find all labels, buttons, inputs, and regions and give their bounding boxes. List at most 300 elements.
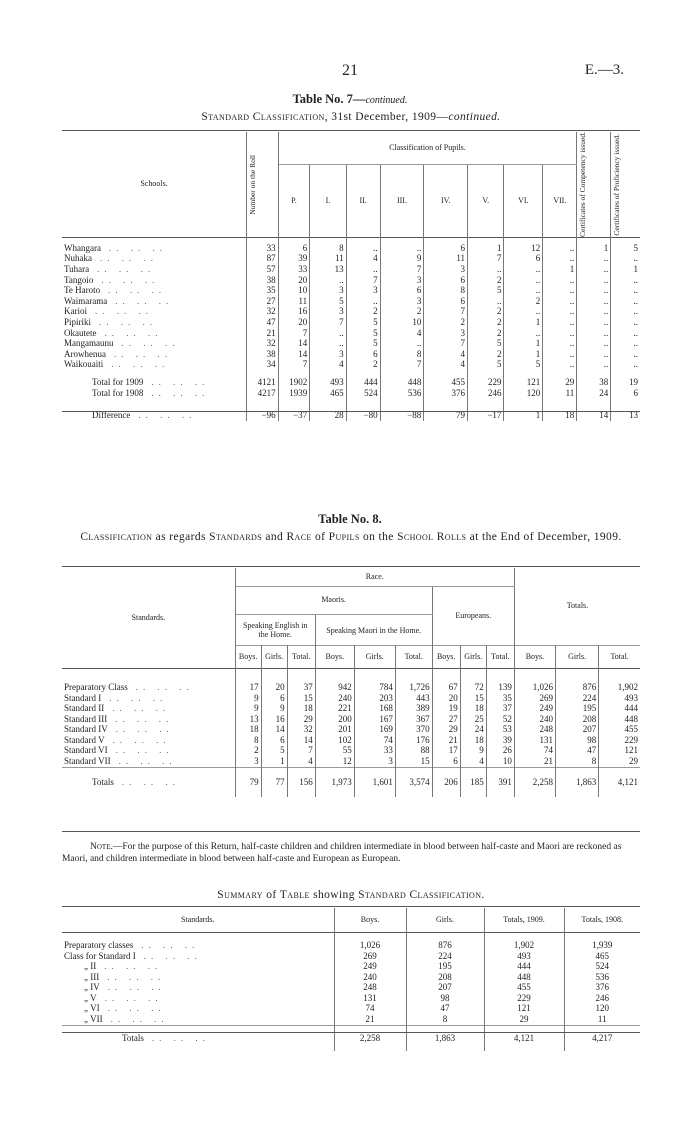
table-row-c1: 72 [460,669,486,693]
table-row-a2: 18 [287,703,315,714]
table7-cell-vi: .. [504,306,543,317]
summary-title [62,888,640,902]
summary-cell-boys: 131 [334,993,406,1004]
table7-difference-iv: 79 [424,399,468,421]
table7-cell-iv: 2 [424,317,468,328]
summary-total-label [62,1025,334,1051]
table-row-a0: 9 [235,693,261,704]
table7-cell-comp: .. [577,349,611,360]
table7-school-cell-leader: .. .. .. [100,253,158,264]
summary-cell-girls: 207 [406,982,484,993]
table7-school-cell [62,296,247,307]
summary-label-cell-leader: .. .. .. [110,1014,169,1025]
table-row-a1: 1 [261,756,287,767]
table7-cell-roll: 47 [247,317,279,328]
table-row-b0: 102 [315,735,354,746]
table-row-a2: 32 [287,724,315,735]
table-row [62,982,640,993]
table-row [62,669,640,693]
table7-total-v: 229 [468,370,504,388]
table7-total-i: 493 [310,370,346,388]
table-row-c2: 10 [486,756,514,767]
summary-col-t1908: Totals, 1908. [581,914,623,924]
table-row-c1: 4 [460,756,486,767]
summary-title-6: . [481,889,485,901]
table7-total-label-leader: .. .. .. [151,388,210,399]
table7-difference-prof: 13 [629,410,638,421]
table-row-label-text: Standard IV [64,724,108,735]
table7-total-comp: 38 [577,370,611,388]
table7-cell-ii: 6 [346,349,380,360]
table-row-total-label-text: Totals [92,777,114,788]
table-row-c1: 15 [460,693,486,704]
table-row-c0: 21 [432,735,460,746]
table7-cell-roll: 32 [247,338,279,349]
table-row-label-leader: .. .. .. [118,756,177,767]
table-row-c2: 139 [486,669,514,693]
table7-school-cell [62,264,247,275]
table-row [62,745,640,756]
table-row-label [62,745,235,756]
table7-total-iii: 448 [380,370,424,388]
table7-school-cell-leader: .. .. .. [104,327,163,338]
table8-col-totals: Totals. [566,601,589,611]
table7-cell-comp: .. [577,328,611,339]
table-row-b1: 74 [354,735,395,746]
table7-cell-i: 4 [310,359,346,370]
table7-cell-p: 7 [278,328,310,339]
table7-cell-iii: 3 [380,296,424,307]
page-number: 21 [342,62,358,79]
table-row-c0: 67 [432,669,460,693]
table8-col-europeans: Europeans. [432,587,514,646]
table-row-label-leader: .. .. .. [112,703,171,714]
table7-cell-vi: 2 [504,296,543,307]
table7-col-vi: VI. [504,165,543,238]
table7-cell-prof: .. [633,338,638,349]
table-row-a0: 2 [235,745,261,756]
table-row-total-label [62,767,235,797]
table-row-c0: 27 [432,714,460,725]
table-row-c2: 26 [486,745,514,756]
table7-total-vii: 29 [543,370,577,388]
table-row-total-c2: 391 [486,767,514,797]
table7-cell-v: 5 [468,338,504,349]
table-row-d2: 444 [624,703,638,714]
table-row-difference [62,399,640,421]
table-row [62,714,640,725]
summary-cell-t1909: 1,902 [484,933,564,951]
table7-cell-v: 2 [468,317,504,328]
table7-difference-label-text: Difference [92,410,131,421]
table7-cell-p: 14 [278,349,310,360]
table7-cell-v: .. [468,296,504,307]
table7-cell-vii: .. [543,306,577,317]
table7-cell-ii: 5 [346,338,380,349]
summary-cell-girls: 8 [406,1014,484,1025]
table7-cell-iii: 8 [380,349,424,360]
table7-school-cell-leader: .. .. .. [101,274,160,285]
table8-subtitle-10: at the End of December, 1909. [466,531,622,543]
table-row-b0: 12 [315,756,354,767]
table8-col-a-girls: Girls. [261,646,287,669]
summary-total-label-text: Totals [122,1033,144,1044]
note-label: Note. [90,842,113,852]
table-row [62,328,640,339]
table8-col-standards: Standards. [62,568,235,669]
table-row-b0: 221 [315,703,354,714]
table7-col-p: P. [278,165,310,238]
table8-subtitle-4: and [262,531,287,543]
summary-cell-girls: 47 [406,1003,484,1014]
table7-subtitle-a: Standard Classification [201,111,325,123]
table7-school-cell [62,285,247,296]
table-row-total [62,767,640,797]
summary-label-cell-leader: .. .. .. [107,982,166,993]
summary-title-1: Summary [217,889,263,901]
summary-label-cell [62,933,334,951]
table-row-d1: 208 [556,714,599,725]
table7-cell-vi: 5 [504,359,543,370]
summary-label-cell-text: „ VII [84,1014,103,1025]
summary-col-t1909: Totals, 1909. [484,908,564,933]
table-row-b1: 169 [354,724,395,735]
table7-cell-roll: 38 [247,275,279,286]
summary-cell-t1909: 448 [484,972,564,983]
summary-col-standards: Standards. [62,908,334,933]
table-row-label [62,724,235,735]
table7-cell-i: 8 [310,237,346,253]
table7-cell-p: 10 [278,285,310,296]
table7-cell-i: 5 [310,296,346,307]
table-row-label [62,756,235,767]
summary-total-t1908: 4,217 [592,1033,613,1044]
summary-cell-t1908: 246 [595,992,609,1003]
table7-total-prof: 6 [633,388,638,399]
table-row-d0: 269 [514,693,555,704]
summary-total-label-leader: .. .. .. [151,1033,210,1044]
table-row-c1: 9 [460,745,486,756]
table-row-c2: 53 [486,724,514,735]
table7-cell-iii: .. [380,237,424,253]
table7-col-group: Classification of Pupils. [278,132,577,165]
table8-subtitle-1: Classification [80,531,153,543]
summary-label-cell-text: Preparatory classes [64,939,134,950]
table-row-c1: 18 [460,735,486,746]
table-row-total [62,388,640,399]
table7-cell-comp: .. [577,264,611,275]
table8-bottom-rule [62,831,640,832]
table-row-a0: 18 [235,724,261,735]
table-row-c2: 35 [486,693,514,704]
table8-body [62,669,640,798]
table-row-b2: 88 [395,745,432,756]
table7-cell-i: 13 [310,264,346,275]
table7-cell-vii: 1 [543,264,577,275]
table7-school-cell-leader: .. .. .. [99,317,158,328]
table-row [62,703,640,714]
table7-cell-ii: .. [346,237,380,253]
table7-total-prof: 19 [629,377,638,388]
table-row-d1: 224 [556,693,599,704]
table7-school-cell-text: Whangara [64,242,101,253]
table7-cell-iii: 7 [380,359,424,370]
table7-cell-p: 16 [278,306,310,317]
table8-col-b-girls: Girls. [354,646,395,669]
table8-col-c-total: Total. [486,646,514,669]
table-row-total-c0: 206 [432,767,460,797]
table-row-d0: 240 [514,714,555,725]
table7-col-vii: VII. [543,165,577,238]
table7-difference-i: 28 [310,399,346,421]
summary-top-rule [62,906,640,907]
summary-cell-t1908: 1,939 [592,939,613,950]
summary-cell-boys: 1,026 [334,933,406,951]
table7-school-cell-text: Tangoio [64,274,94,285]
table7-cell-comp: .. [577,306,611,317]
summary-label-cell-text: „ II [84,961,97,972]
summary-head-row [62,908,640,933]
table8-subtitle-6: of [311,531,329,543]
table-row-label [62,714,235,725]
summary-cell-girls: 98 [406,993,484,1004]
table7-cell-iv: 3 [424,264,468,275]
table7-cell-roll: 21 [247,328,279,339]
table7-difference-comp: 14 [577,399,611,421]
summary-bottom-rule [62,1032,640,1033]
table7-cell-v: 2 [468,349,504,360]
table7-cell-i: 7 [310,317,346,328]
table7-school-cell-text: Nuhaka [64,253,92,264]
table7-col-roll: Number on the Roll [248,154,258,215]
table7-cell-vii: .. [543,328,577,339]
table-row-c2: 37 [486,703,514,714]
table7-cell-iii: 4 [380,328,424,339]
table8-col-d-total: Total. [610,651,629,661]
table7-cell-v: .. [468,264,504,275]
table7-cell-vii: .. [543,275,577,286]
table-row-b2: 389 [395,703,432,714]
table-row-c0: 17 [432,745,460,756]
table7-cell-v: 1 [468,237,504,253]
table8-col-a-boys: Boys. [235,646,261,669]
table-row-total-d0: 2,258 [514,767,555,797]
table8 [62,568,640,797]
table-row-b2: 367 [395,714,432,725]
table-row-total-b1: 1,601 [354,767,395,797]
summary-cell-t1909: 493 [484,951,564,962]
table7-difference-v: −17 [468,399,504,421]
table7-cell-p: 33 [278,264,310,275]
table7-total-iv: 376 [424,388,468,399]
table-row-label [62,693,235,704]
table7-cell-p: 20 [278,275,310,286]
table7-col-iv: IV. [424,165,468,238]
table-row-d0: 248 [514,724,555,735]
summary-label-cell [62,1014,334,1025]
table-row-total-d2: 4,121 [617,777,638,788]
table8-subtitle-9: School Rolls [397,531,467,543]
table-row-b0: 55 [315,745,354,756]
table7-cell-vi: 12 [504,237,543,253]
table8-col-c-girls: Girls. [460,646,486,669]
table-row-d0: 1,026 [514,669,555,693]
summary-title-5: Standard Classification [358,889,482,901]
table-row-label [62,735,235,746]
summary-cell-t1909: 229 [484,993,564,1004]
table-row-total-a0: 79 [235,767,261,797]
summary-label-cell-leader: .. .. .. [141,939,200,950]
table7-cell-roll: 38 [247,349,279,360]
table7-cell-vii: .. [543,359,577,370]
table7-cell-v: 2 [468,275,504,286]
table7-cell-i: .. [310,338,346,349]
summary-cell-t1908: 465 [595,950,609,961]
table-row-d2: 121 [624,745,638,756]
table7-cell-prof: 1 [633,264,638,275]
table7-cell-iii: 7 [380,264,424,275]
table7-cell-iv: 4 [424,349,468,360]
summary-label-cell-text: „ V [84,992,97,1003]
table7-total-label-leader: .. .. .. [151,377,210,388]
table-row-label-text: Standard VII [64,756,111,767]
table-row [62,317,640,328]
table7-cell-comp: .. [577,359,611,370]
table-row-a2: 7 [287,745,315,756]
table-row [62,296,640,307]
table7-cell-p: 20 [278,317,310,328]
table7-total-ii: 524 [346,388,380,399]
summary-table [62,908,640,1051]
table-row-total-b0: 1,973 [315,767,354,797]
table-row-a1: 9 [261,703,287,714]
table-row-d2: 448 [624,713,638,724]
table7-total-label-text: Total for 1909 [92,377,144,388]
table7-cell-p: 11 [278,296,310,307]
table7-total-roll: 4217 [247,388,279,399]
table7-cell-vi: 1 [504,349,543,360]
table8-col-c-boys: Boys. [432,646,460,669]
table-row-label [62,669,235,693]
summary-label-cell-text: „ III [84,971,100,982]
table7-school-cell-text: Mangamaunu [64,338,114,349]
table7-cell-iv: 6 [424,275,468,286]
table7-cell-prof: .. [633,253,638,264]
table8-subtitle-2: as regards [152,531,210,543]
table-row-b2: 370 [395,724,432,735]
table-row [62,264,640,275]
summary-cell-boys: 240 [334,972,406,983]
table-row-c1: 24 [460,724,486,735]
summary-cell-girls: 208 [406,972,484,983]
table7-cell-i: .. [310,275,346,286]
table7-cell-iii: 3 [380,275,424,286]
table7-cell-v: 5 [468,359,504,370]
table8-note [62,841,640,865]
table-row-a2: 14 [287,735,315,746]
table-row [62,933,640,951]
table7-total-roll: 4121 [247,370,279,388]
table7-cell-ii: 4 [346,253,380,264]
table7-cell-roll: 57 [247,264,279,275]
table-row [62,756,640,767]
table-row-label-text: Preparatory Class [64,681,128,692]
table7-cell-iii: 6 [380,285,424,296]
summary-total-t1909: 4,121 [484,1025,564,1051]
summary-cell-girls: 224 [406,951,484,962]
summary-title-4: showing [309,889,359,901]
table7-col-schools: Schools. [62,132,247,237]
table7-cell-vii: .. [543,317,577,328]
table7-school-cell-leader: .. .. .. [97,264,156,275]
table7-cell-ii: 5 [346,317,380,328]
table7-school-cell [62,359,247,370]
table7-cell-vi: 6 [504,253,543,264]
table-row-total-b2: 3,574 [395,767,432,797]
table7-col-prof: Certificates of Proficiency issued. [612,133,622,236]
table-row-b0: 942 [315,669,354,693]
table7-subtitle-b: , 31st December, 1909— [324,111,449,123]
table7 [62,132,640,421]
table-row-d1: 98 [556,735,599,746]
table-row-label-leader: .. .. .. [135,681,194,692]
table-row [62,237,640,253]
table7-cell-i: 3 [310,349,346,360]
table7-school-cell-text: Okautete [64,327,97,338]
table-row [62,275,640,286]
table-row [62,359,640,370]
table-row-total-label-leader: .. .. .. [121,777,180,788]
table-row [62,1014,640,1025]
table-row-c0: 29 [432,724,460,735]
table-row-d0: 21 [514,756,555,767]
table7-school-cell-text: Waimarama [64,295,108,306]
table7-cell-prof: .. [633,306,638,317]
table-row-b2: 1,726 [395,669,432,693]
table7-cell-roll: 32 [247,306,279,317]
table-row-label-text: Standard I [64,692,102,703]
table7-cell-comp: .. [577,253,611,264]
table7-cell-iv: 3 [424,328,468,339]
summary-cell-girls: 876 [406,933,484,951]
summary-label-cell-leader: .. .. .. [104,961,163,972]
summary-cell-t1909: 455 [484,982,564,993]
summary-cell-girls: 195 [406,961,484,972]
table7-cell-p: 39 [278,253,310,264]
table7-col-prof-cell [611,132,640,237]
table7-school-cell [62,306,247,317]
table-row-d2: 1,902 [617,681,638,692]
table-row-b1: 168 [354,703,395,714]
table-row-label-leader: .. .. .. [112,734,171,745]
table7-top-rule [62,130,640,131]
summary-cell-t1909: 444 [484,961,564,972]
document-code: E.—3. [584,62,624,78]
table-row [62,724,640,735]
table7-total-p: 1902 [278,370,310,388]
summary-label-cell [62,993,334,1004]
table7-total-iii: 536 [380,388,424,399]
table7-cell-prof: .. [633,317,638,328]
table7-cell-prof: .. [633,327,638,338]
table7-cell-iii: .. [380,338,424,349]
table7-cell-vii: .. [543,296,577,307]
table7-school-cell-leader: .. .. .. [95,306,153,317]
table7-col-comp-cell [577,132,611,237]
table8-col-race: Race. [235,568,514,587]
table7-school-cell-leader: .. .. .. [111,359,170,370]
summary-label-cell-leader: .. .. .. [107,1003,166,1014]
